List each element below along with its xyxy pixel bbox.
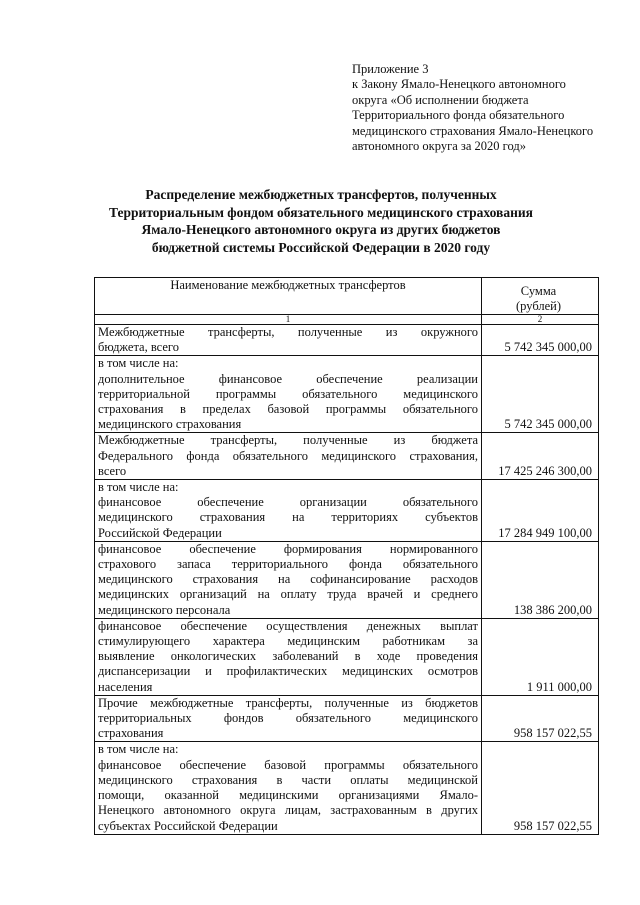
transfer-amount-cell: 958 157 022,55: [482, 742, 599, 834]
table-row: [95, 742, 599, 834]
transfer-name-line: медицинского страхования в части оплаты медицинской: [98, 772, 478, 787]
transfer-name-line: помощи, оказанной медицинскими организациями Ямало-: [98, 788, 478, 803]
transfer-amount-cell: 17 425 246 300,00: [482, 433, 599, 480]
transfer-name-line: в том числе на:: [98, 356, 179, 371]
table-header-row: [95, 278, 599, 315]
table-row: [95, 325, 599, 356]
transfer-name-line: Межбюджетные трансферты, полученные из бюджета: [98, 433, 478, 448]
transfer-name-line: территориальной программы обязательного медицинского: [98, 386, 478, 401]
title-line: Распределение межбюджетных трансфертов, полученных: [145, 187, 497, 202]
transfer-name-line: Ненецкого автономного округа лицам, застрахованным в других: [98, 803, 478, 818]
transfer-name-line: Федерального фонда обязательного медицинского страхования,: [98, 448, 478, 463]
transfer-name-cell: [95, 433, 482, 480]
transfer-name-line: финансовое обеспечение организации обязательного: [98, 495, 478, 510]
transfer-amount-cell: 5 742 345 000,00: [482, 325, 599, 356]
transfer-name-line: субъектах Российской Федерации: [98, 818, 278, 833]
transfer-name-cell: [95, 480, 482, 542]
transfer-name-cell: [95, 618, 482, 695]
transfer-name-cell: [95, 541, 482, 618]
transfer-name-line: Межбюджетные трансферты, полученные из окружного: [98, 325, 478, 339]
transfers-table: [94, 277, 599, 835]
transfer-name-line: страхования в пределах базовой программы обязательного: [98, 402, 478, 417]
transfer-name-cell: [95, 695, 482, 742]
column-number-1: 1: [95, 315, 482, 325]
table-row: [95, 433, 599, 480]
transfer-name-line: медицинского страхования: [98, 417, 242, 432]
transfer-name-line: в том числе на:: [98, 480, 179, 495]
transfer-amount-cell: 138 386 200,00: [482, 541, 599, 618]
annex-note: [352, 62, 622, 154]
transfer-name-line: медицинского персонала: [98, 602, 231, 617]
title-line: Ямало-Ненецкого автономного округа из других бюджетов: [141, 222, 501, 237]
header-sum-line: Сумма: [520, 284, 557, 298]
transfer-name-line: финансовое обеспечение базовой программы обязательного: [98, 757, 478, 772]
document-title: [96, 186, 546, 256]
table-row: [95, 480, 599, 542]
transfer-name-line: территориальных фондов обязательного медицинского: [98, 711, 478, 726]
transfer-name-line: медицинского страхования на софинансирование расходов: [98, 572, 478, 587]
transfer-name-line: медицинского страхования на территориях субъектов: [98, 510, 478, 525]
transfer-name-line: населения: [98, 679, 153, 694]
transfer-name-line: финансовое обеспечение осуществления денежных выплат: [98, 618, 478, 633]
header-name-cell: Наименование межбюджетных трансфертов: [95, 278, 482, 315]
transfer-name-line: медицинских организаций на оплату труда врачей и среднего: [98, 587, 478, 602]
annex-line: Территориального фонда обязательного: [352, 108, 565, 123]
transfer-amount-cell: 5 742 345 000,00: [482, 356, 599, 433]
annex-line: медицинского страхования Ямало-Ненецкого: [352, 123, 594, 138]
header-sum-unit: (рублей): [515, 299, 562, 313]
transfer-name-line: страхового запаса территориального фонда обязательного: [98, 557, 478, 572]
transfer-amount-cell: 1 911 000,00: [482, 618, 599, 695]
column-number-row: [95, 315, 599, 325]
table-row: [95, 695, 599, 742]
title-line: Территориальным фондом обязательного медицинского страхования: [109, 204, 533, 220]
transfer-name-line: страхования: [98, 726, 164, 741]
transfer-name-line: дополнительное финансовое обеспечение реализации: [98, 371, 478, 386]
transfer-name-line: выявление онкологических заболеваний в ходе проведения: [98, 649, 478, 664]
table-row: [95, 618, 599, 695]
annex-line: к Закону Ямало-Ненецкого автономного: [352, 77, 566, 92]
transfer-name-line: финансовое обеспечение формирования нормированного: [98, 541, 478, 556]
transfer-name-cell: [95, 356, 482, 433]
annex-line: округа «Об исполнении бюджета: [352, 92, 529, 107]
transfer-name-line: бюджета, всего: [98, 340, 179, 355]
transfer-name-cell: [95, 325, 482, 356]
transfer-name-line: Российской Федерации: [98, 525, 222, 540]
transfer-name-line: диспансеризации и профилактических медицинских осмотров: [98, 664, 478, 679]
transfer-name-line: стимулирующего характера медицинским работникам за: [98, 634, 478, 649]
transfer-name-line: в том числе на:: [98, 742, 179, 757]
transfer-name-line: Прочие межбюджетные трансферты, полученные из бюджетов: [98, 695, 478, 710]
table-row: [95, 541, 599, 618]
annex-line: Приложение 3: [352, 62, 429, 76]
transfer-name-line: всего: [98, 463, 127, 478]
transfer-amount-cell: 958 157 022,55: [482, 695, 599, 742]
column-number-2: 2: [482, 315, 599, 325]
annex-line: автономного округа за 2020 год»: [352, 139, 526, 154]
header-sum-cell: [482, 278, 599, 315]
transfer-amount-cell: 17 284 949 100,00: [482, 480, 599, 542]
transfer-name-cell: [95, 742, 482, 834]
table-row: [95, 356, 599, 433]
title-line: бюджетной системы Российской Федерации в 2020 году: [151, 239, 491, 255]
